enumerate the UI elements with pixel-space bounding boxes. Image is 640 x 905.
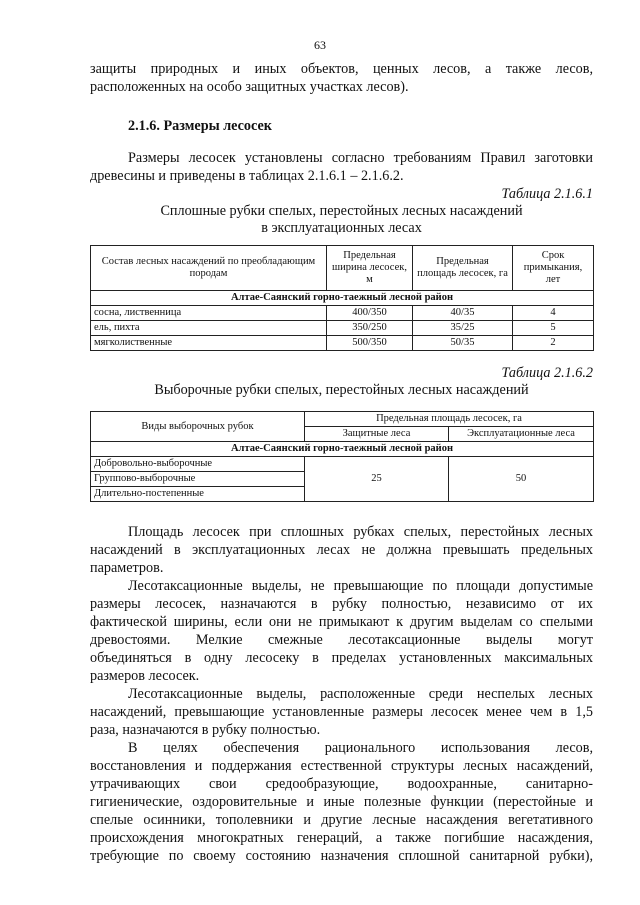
paragraph — [90, 739, 593, 865]
table2-number: Таблица 2.1.6.2 — [501, 365, 593, 381]
text-line: защиты природных и иных объектов, ценных лесов, а также лесов, — [90, 61, 593, 77]
table2-region: Алтае-Саянский горно-таежный лесной район — [91, 442, 594, 457]
table1-number: Таблица 2.1.6.1 — [501, 186, 593, 202]
table1-header-cell: Предельная ширина лесосек, м — [327, 246, 413, 291]
table-cell: Группово-выборочные — [91, 472, 305, 487]
page-number: 63 — [314, 38, 326, 52]
table2-region-row — [91, 442, 594, 457]
table-cell: сосна, лиственница — [91, 306, 327, 321]
table2-header-cell: Виды выборочных рубок — [91, 412, 305, 442]
text-line: спелые осинники, тополевники и другие лесные насаждения вегетативного — [90, 812, 593, 828]
table-cell: мягколиственные — [91, 336, 327, 351]
text-line: фактической ширины, если они не примыкают к другим выделам со спелыми — [90, 614, 593, 630]
page-content — [90, 60, 593, 865]
text-line: раза, назначаются в рубку полностью. — [90, 722, 321, 738]
text-line: восстановления и поддержания естественной структуры лесных насаждений, — [90, 758, 593, 774]
text-line: древесины и приведены в таблицах 2.1.6.1 – 2.1.6.2. — [90, 168, 404, 184]
paragraph — [90, 685, 593, 739]
section-heading: 2.1.6. Размеры лесосек — [128, 118, 272, 134]
body-text — [90, 523, 593, 865]
table1-header-cell: Состав лесных насаждений по преобладающим породам — [91, 246, 327, 291]
table2-header-cell: Защитные леса — [305, 427, 449, 442]
text-line: требующие по своему состоянию назначения сплошной санитарной рубки), — [90, 848, 593, 864]
table-cell: 50 — [449, 457, 594, 502]
table-cell: 50/35 — [413, 336, 513, 351]
table1 — [90, 245, 594, 351]
text-line: насаждений в эксплуатационных лесах не должна превышать предельных — [90, 542, 593, 558]
text-line: В целях обеспечения рационального использования лесов, — [128, 740, 593, 756]
text-line: утрачивающих свои средообразующие, водоохранные, санитарно- — [90, 776, 593, 792]
text-line: происхождения многократных генераций, а также погибшие насаждения, — [90, 830, 593, 846]
table-cell: 4 — [513, 306, 594, 321]
table-cell: 5 — [513, 321, 594, 336]
table-cell: 400/350 — [327, 306, 413, 321]
table2-title: Выборочные рубки спелых, перестойных лесных насаждений — [154, 382, 529, 398]
table-cell: Добровольно-выборочные — [91, 457, 305, 472]
table1-title-line: Сплошные рубки спелых, перестойных лесных насаждений — [160, 203, 523, 219]
paragraph — [90, 523, 593, 577]
text-line: Лесотаксационные выделы, расположенные среди неспелых лесных — [128, 686, 593, 702]
table1-region-row — [91, 291, 594, 306]
table1-header-cell: Срок примыкания, лет — [513, 246, 594, 291]
text-line: размеров лесосек. — [90, 668, 200, 684]
table1-header-cell: Предельная площадь лесосек, га — [413, 246, 513, 291]
section-intro — [90, 149, 593, 185]
table-cell: Длительно-постепенные — [91, 487, 305, 502]
table-row — [91, 457, 594, 472]
table-cell: ель, пихта — [91, 321, 327, 336]
text-line: параметров. — [90, 560, 164, 576]
table1-header-row — [91, 246, 594, 291]
text-line: древостоями. Мелкие смежные лесотаксационные выделы могут — [90, 632, 593, 648]
text-line: гигиенические, оздоровительные и иные полезные функции (перестойные и — [90, 794, 593, 810]
table2-header-cell: Предельная площадь лесосек, га — [305, 412, 594, 427]
text-line: объединяться в одну лесосеку в пределах установленных максимальных — [90, 650, 593, 666]
table-cell: 40/35 — [413, 306, 513, 321]
table-cell: 2 — [513, 336, 594, 351]
table1-title-line: в эксплуатационных лесах — [261, 220, 422, 236]
text-line: расположенных на особо защитных участках лесов). — [90, 79, 409, 95]
text-line: размеры лесосек, назначаются в рубку полностью, независимо от их — [90, 596, 593, 612]
table-row — [91, 336, 594, 351]
paragraph — [90, 577, 593, 685]
table2-header-row — [91, 412, 594, 427]
table-cell: 350/250 — [327, 321, 413, 336]
table-cell: 25 — [305, 457, 449, 502]
table-row — [91, 321, 594, 336]
table-row — [91, 306, 594, 321]
text-line: Размеры лесосек установлены согласно требованиям Правил заготовки — [128, 150, 593, 166]
text-line: Лесотаксационные выделы, не превышающие по площади допустимые — [128, 578, 593, 594]
table2 — [90, 411, 594, 502]
text-line: Площадь лесосек при сплошных рубках спелых, перестойных лесных — [128, 524, 593, 540]
table-cell: 35/25 — [413, 321, 513, 336]
intro-text — [90, 60, 593, 96]
text-line: насаждений, превышающие установленные размеры лесосек менее чем в 1,5 — [90, 704, 593, 720]
table2-header-cell: Эксплуатационные леса — [449, 427, 594, 442]
table1-region: Алтае-Саянский горно-таежный лесной район — [91, 291, 594, 306]
table-cell: 500/350 — [327, 336, 413, 351]
